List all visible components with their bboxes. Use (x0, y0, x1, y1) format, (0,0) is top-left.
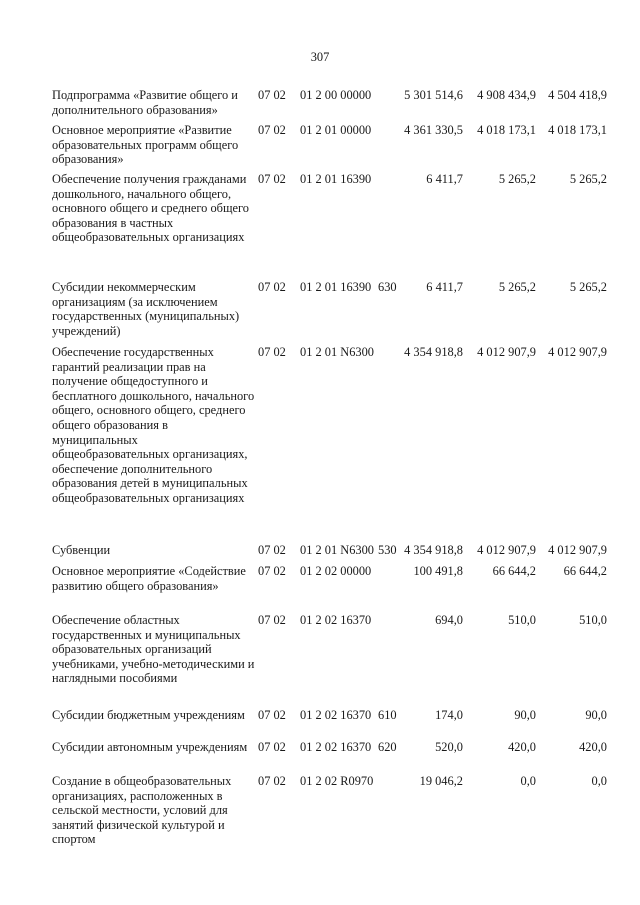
row-name: Создание в общеобразовательных организациях, расположенных в сельской местности, условий для занятий физической культурой и спортом (52, 774, 232, 847)
row-value-1: 4 354 918,8 (404, 345, 463, 359)
row-section: 07 02 (258, 613, 286, 627)
row-value-2: 90,0 (514, 708, 536, 722)
row-value-3: 5 265,2 (569, 280, 607, 294)
row-name: Субсидии некоммерческим организациям (за исключением государственных (муниципальных) учреждений) (52, 280, 240, 338)
row-name: Обеспечение получения гражданами дошкольного, начального общего, основного общего и среднего общего образования в частных общеобразовательных организациях (52, 172, 249, 245)
row-code: 01 2 02 16370 (300, 708, 372, 722)
row-value-3: 66 644,2 (563, 564, 607, 578)
row-value-2: 5 265,2 (498, 280, 536, 294)
row-value-2: 66 644,2 (492, 564, 536, 578)
row-expense-type: 530 (378, 543, 397, 557)
row-code: 01 2 01 N6300 (300, 345, 374, 359)
row-value-3: 90,0 (585, 708, 607, 722)
row-name: Субсидии автономным учреждениям (52, 740, 248, 754)
row-value-1: 174,0 (435, 708, 463, 722)
row-value-2: 0,0 (520, 774, 536, 788)
row-section: 07 02 (258, 740, 286, 754)
row-section: 07 02 (258, 708, 286, 722)
row-expense-type: 610 (378, 708, 397, 722)
row-value-1: 6 411,7 (426, 172, 463, 186)
row-value-1: 4 361 330,5 (404, 123, 463, 137)
row-code: 01 2 02 16370 (300, 613, 372, 627)
row-value-3: 0,0 (591, 774, 607, 788)
row-section: 07 02 (258, 172, 286, 186)
row-name: Обеспечение государственных гарантий реализации прав на получение общедоступного и бесплатного дошкольного, начального общего, основного общего, среднего общего образования в муниципальных общеобразовательных организациях, обеспечение дополнительного образования детей в муниципальных общеобразовательных организациях (52, 345, 255, 505)
row-name: Обеспечение областных государственных и муниципальных образовательных организаций учебниками, учебно-методическими и наглядными пособиями (52, 613, 255, 686)
row-value-2: 510,0 (508, 613, 536, 627)
row-name: Основное мероприятие «Содействие развитию общего образования» (52, 564, 246, 593)
row-section: 07 02 (258, 345, 286, 359)
row-value-3: 4 012 907,9 (548, 345, 607, 359)
row-name: Субсидии бюджетным учреждениям (52, 708, 245, 722)
row-value-3: 4 012 907,9 (548, 543, 607, 557)
row-value-1: 19 046,2 (419, 774, 463, 788)
row-code: 01 2 01 00000 (300, 123, 372, 137)
row-code: 01 2 01 N6300 (300, 543, 374, 557)
row-value-1: 6 411,7 (426, 280, 463, 294)
row-value-1: 4 354 918,8 (404, 543, 463, 557)
row-code: 01 2 01 16390 (300, 280, 372, 294)
row-section: 07 02 (258, 543, 286, 557)
row-section: 07 02 (258, 280, 286, 294)
row-value-1: 100 491,8 (413, 564, 463, 578)
row-code: 01 2 02 00000 (300, 564, 372, 578)
page-number: 307 (310, 50, 330, 64)
row-section: 07 02 (258, 564, 286, 578)
row-section: 07 02 (258, 774, 286, 788)
row-value-2: 5 265,2 (498, 172, 536, 186)
row-value-1: 520,0 (435, 740, 463, 754)
row-value-2: 4 018 173,1 (477, 123, 536, 137)
row-section: 07 02 (258, 123, 286, 137)
row-name: Основное мероприятие «Развитие образовательных программ общего образования» (52, 123, 239, 167)
row-value-3: 5 265,2 (569, 172, 607, 186)
row-expense-type: 630 (378, 280, 397, 294)
row-value-3: 4 018 173,1 (548, 123, 607, 137)
row-value-3: 4 504 418,9 (548, 88, 607, 102)
row-value-2: 4 908 434,9 (477, 88, 536, 102)
row-code: 01 2 01 16390 (300, 172, 372, 186)
row-code: 01 2 00 00000 (300, 88, 372, 102)
row-code: 01 2 02 16370 (300, 740, 372, 754)
row-name: Подпрограмма «Развитие общего и дополнительного образования» (52, 88, 238, 117)
row-value-2: 420,0 (508, 740, 536, 754)
row-value-3: 510,0 (579, 613, 607, 627)
row-value-2: 4 012 907,9 (477, 543, 536, 557)
row-value-2: 4 012 907,9 (477, 345, 536, 359)
row-expense-type: 620 (378, 740, 397, 754)
row-section: 07 02 (258, 88, 286, 102)
row-value-3: 420,0 (579, 740, 607, 754)
row-value-1: 5 301 514,6 (404, 88, 463, 102)
row-code: 01 2 02 R0970 (300, 774, 374, 788)
row-value-1: 694,0 (435, 613, 463, 627)
row-name: Субвенции (52, 543, 111, 557)
